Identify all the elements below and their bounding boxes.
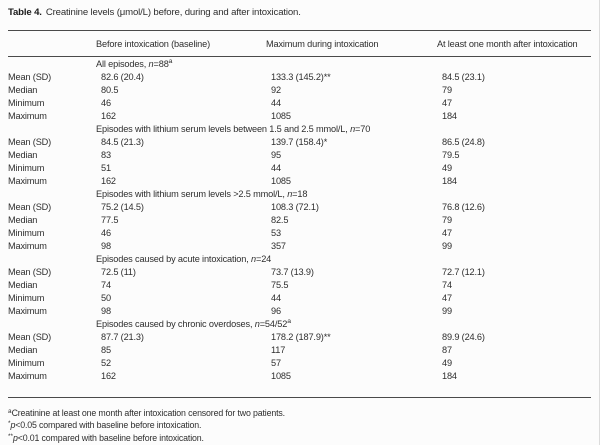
column-header-during: Maximum during intoxication: [266, 38, 379, 49]
row-label: Median: [8, 345, 38, 355]
column-header-before: Before intoxication (baseline): [96, 38, 210, 49]
section-title-eq: =18: [292, 189, 308, 199]
cell-value: 73.7 (13.9): [271, 267, 314, 277]
section-title-eq: =70: [355, 124, 371, 134]
row-label: Minimum: [8, 98, 45, 108]
table-title-text: Creatinine levels (μmol/L) before, during and after intoxication.: [45, 7, 301, 18]
cell-value: 57: [271, 358, 281, 368]
cell-value: 89.9 (24.6): [442, 332, 485, 342]
section-title: [96, 253, 591, 266]
footnote-text: <0.01 compared with baseline before intoxication.: [17, 432, 204, 443]
row-label: Median: [8, 150, 38, 160]
cell-value: 74: [442, 280, 452, 290]
footnote-line: [8, 407, 591, 419]
section-title-n: n: [251, 254, 256, 264]
cell-value: 51: [101, 163, 111, 173]
cell-value: 49: [442, 163, 452, 173]
row-label: Maximum: [8, 111, 47, 121]
table-row: [8, 162, 591, 175]
cell-value: 72.5 (11): [101, 267, 136, 277]
cell-value: 162: [101, 371, 116, 381]
cell-value: 47: [442, 228, 452, 238]
cell-value: 117: [271, 345, 286, 355]
section-title: [96, 188, 591, 201]
row-label: Minimum: [8, 293, 45, 303]
cell-value: 80.5: [101, 85, 119, 95]
footnote-marker: *: [8, 420, 11, 428]
column-header-row: [0, 31, 599, 56]
table-title-number: Table 4.: [8, 7, 42, 18]
table-row: [8, 201, 591, 214]
row-label: Minimum: [8, 163, 45, 173]
table-title: [0, 0, 599, 30]
section-title-eq: =54/52: [259, 319, 288, 329]
cell-value: 84.5 (21.3): [101, 137, 144, 147]
cell-value: 44: [271, 98, 281, 108]
row-label: Minimum: [8, 358, 45, 368]
table-row: [8, 240, 591, 253]
footnotes: [0, 398, 599, 444]
cell-value: 44: [271, 293, 281, 303]
section-title-text: Episodes with lithium serum levels >2.5 mmol/L,: [96, 189, 288, 199]
row-label: Mean (SD): [8, 332, 52, 342]
section-title-sup: a: [287, 318, 291, 325]
row-label: Mean (SD): [8, 137, 52, 147]
cell-value: 49: [442, 358, 452, 368]
table-row: [8, 214, 591, 227]
section-title: [96, 318, 591, 331]
cell-value: 1085: [271, 176, 291, 186]
section-title-text: Episodes with lithium serum levels between 1.5 and 2.5 mmol/L,: [96, 124, 351, 134]
section-title-n: n: [148, 59, 154, 69]
cell-value: 47: [442, 98, 452, 108]
cell-value: 1085: [271, 111, 291, 121]
section-title: [96, 123, 591, 136]
footnote-text: <0.05 compared with baseline before intoxication.: [15, 420, 202, 431]
cell-value: 46: [101, 228, 111, 238]
footnote-italic: p: [12, 432, 18, 443]
table-row: [8, 266, 591, 279]
table-row: [8, 292, 591, 305]
cell-value: 50: [101, 293, 111, 303]
row-label: Maximum: [8, 176, 47, 186]
column-header-after: At least one month after intoxication: [437, 38, 578, 49]
row-label: Mean (SD): [8, 267, 52, 277]
footnote-marker: **: [8, 432, 13, 440]
cell-value: 98: [101, 241, 111, 251]
section-header-row: [8, 188, 591, 201]
cell-value: 162: [101, 111, 116, 121]
footnote-line: [8, 419, 591, 431]
row-label: Maximum: [8, 241, 47, 251]
spacer-cell: [8, 58, 96, 71]
section-title-n: n: [287, 189, 293, 199]
cell-value: 133.3 (145.2)**: [271, 72, 331, 82]
section-header-row: [8, 58, 591, 71]
footnote-marker: a: [8, 408, 12, 415]
section-header-row: [8, 123, 591, 136]
table-row: [8, 110, 591, 123]
cell-value: 162: [101, 176, 116, 186]
cell-value: 96: [271, 306, 281, 316]
cell-value: 184: [442, 111, 457, 121]
table-row: [8, 305, 591, 318]
section-title-n: n: [350, 124, 356, 134]
row-label: Mean (SD): [8, 72, 52, 82]
table-row: [8, 97, 591, 110]
cell-value: 76.8 (12.6): [442, 202, 485, 212]
section-title-text: All episodes,: [96, 59, 149, 69]
section-title: [96, 58, 591, 71]
cell-value: 95: [271, 150, 281, 160]
cell-value: 79.5: [442, 150, 460, 160]
cell-value: 99: [442, 306, 452, 316]
cell-value: 99: [442, 241, 452, 251]
cell-value: 74: [101, 280, 111, 290]
section-header-row: [8, 318, 591, 331]
cell-value: 108.3 (72.1): [271, 202, 319, 212]
table-row: [8, 227, 591, 240]
section-title-eq: =24: [256, 254, 272, 264]
spacer-cell: [8, 188, 96, 201]
table-row: [8, 344, 591, 357]
section-title-n: n: [254, 319, 260, 329]
row-label: Mean (SD): [8, 202, 52, 212]
cell-value: 92: [271, 85, 281, 95]
cell-value: 86.5 (24.8): [442, 137, 485, 147]
cell-value: 75.2 (14.5): [101, 202, 144, 212]
cell-value: 53: [271, 228, 281, 238]
cell-value: 46: [101, 98, 111, 108]
cell-value: 178.2 (187.9)**: [271, 332, 331, 342]
table-row: [8, 279, 591, 292]
cell-value: 72.7 (12.1): [442, 267, 485, 277]
cell-value: 1085: [271, 371, 291, 381]
table-row: [8, 71, 591, 84]
cell-value: 47: [442, 293, 452, 303]
table-row: [8, 84, 591, 97]
cell-value: 83: [101, 150, 111, 160]
table-row: [8, 136, 591, 149]
section-title-eq: =88: [153, 59, 169, 69]
footnote-text: Creatinine at least one month after intoxication censored for two patients.: [11, 408, 285, 418]
cell-value: 184: [442, 371, 457, 381]
cell-value: 77.5: [101, 215, 119, 225]
cell-value: 84.5 (23.1): [442, 72, 485, 82]
cell-value: 82.5: [271, 215, 289, 225]
cell-value: 75.5: [271, 280, 289, 290]
cell-value: 44: [271, 163, 281, 173]
cell-value: 52: [101, 358, 111, 368]
table-body: [0, 57, 599, 397]
row-label: Median: [8, 85, 38, 95]
row-label: Maximum: [8, 306, 47, 316]
section-title-text: Episodes caused by chronic overdoses,: [96, 319, 255, 329]
table-row: [8, 175, 591, 188]
row-label: Maximum: [8, 371, 47, 381]
cell-value: 87.7 (21.3): [101, 332, 144, 342]
cell-value: 82.6 (20.4): [101, 72, 144, 82]
cell-value: 357: [271, 241, 286, 251]
cell-value: 139.7 (158.4)*: [271, 137, 328, 147]
table-row: [8, 370, 591, 383]
cell-value: 87: [442, 345, 452, 355]
footnote-line: [8, 432, 591, 444]
row-label: Median: [8, 215, 38, 225]
cell-value: 79: [442, 85, 452, 95]
table-row: [8, 149, 591, 162]
footnote-italic: p: [10, 420, 16, 431]
row-label: Median: [8, 280, 38, 290]
table-row: [8, 331, 591, 344]
spacer-cell: [8, 123, 96, 136]
cell-value: 184: [442, 176, 457, 186]
cell-value: 98: [101, 306, 111, 316]
spacer-cell: [8, 318, 96, 331]
cell-value: 85: [101, 345, 111, 355]
row-label: Minimum: [8, 228, 45, 238]
section-header-row: [8, 253, 591, 266]
section-title-text: Episodes caused by acute intoxication,: [96, 254, 252, 264]
cell-value: 79: [442, 215, 452, 225]
spacer-cell: [8, 253, 96, 266]
bottom-gap: [8, 383, 591, 397]
table-row: [8, 357, 591, 370]
section-title-sup: a: [168, 58, 173, 65]
